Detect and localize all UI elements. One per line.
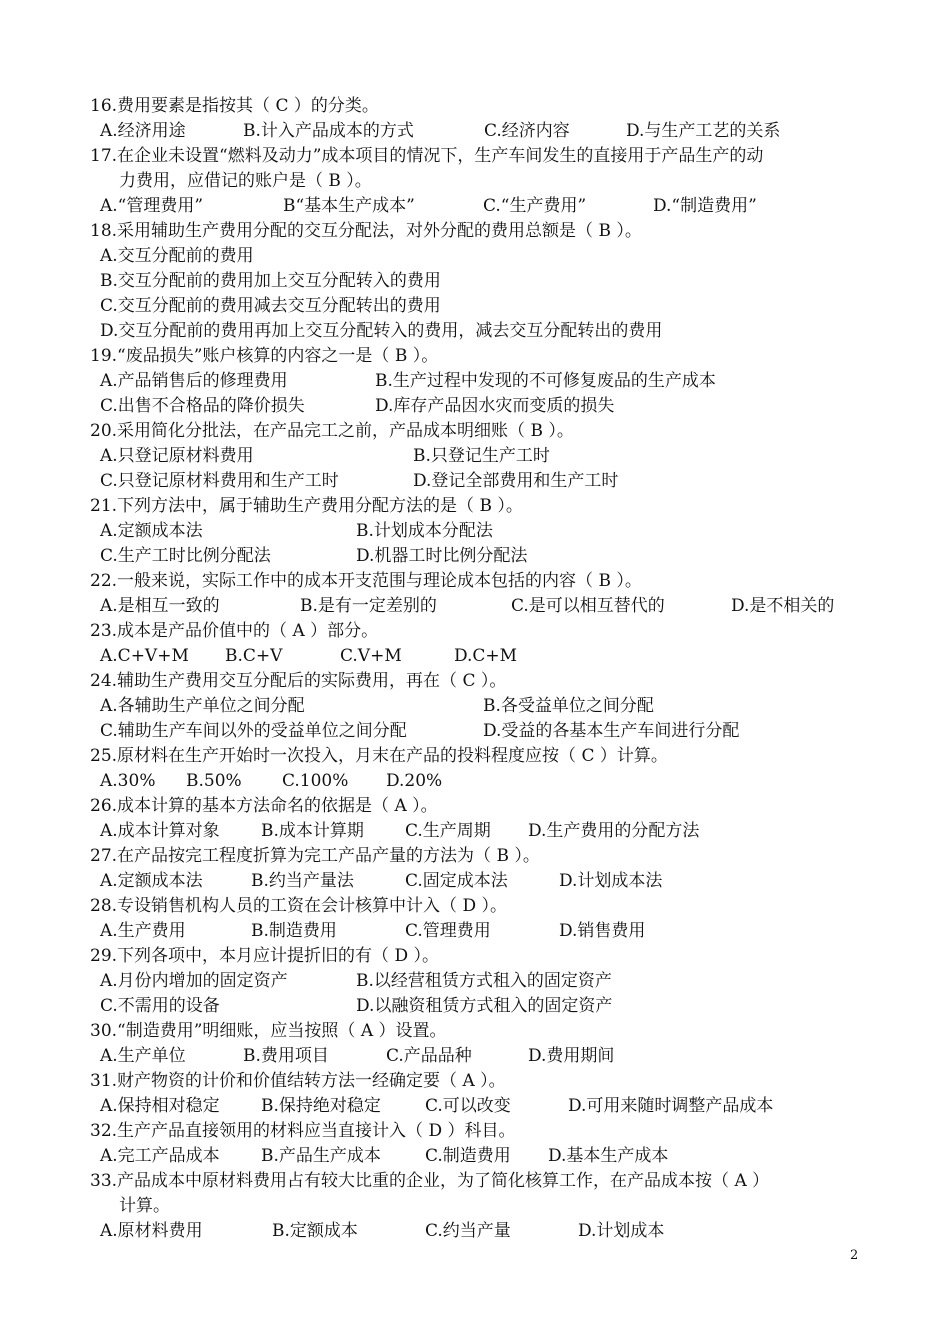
option-a: A.原材料费用 <box>100 1221 203 1241</box>
stem-line: 计算。 <box>119 1196 170 1216</box>
option-d: D.与生产工艺的关系 <box>626 121 781 141</box>
option-c: C.生产工时比例分配法 <box>100 546 271 566</box>
stem-line: 18.采用辅助生产费用分配的交互分配法，对外分配的费用总额是（ B ）。 <box>90 221 642 241</box>
option-d: D.生产费用的分配方法 <box>528 821 700 841</box>
option-c: C.是可以相互替代的 <box>511 596 665 616</box>
stem-line: 30.“制造费用”明细账，应当按照（ A ）设置。 <box>90 1021 447 1041</box>
option-d: D.计划成本 <box>578 1221 665 1241</box>
option-a: A.各辅助生产单位之间分配 <box>100 696 305 716</box>
option-c: C.经济内容 <box>484 121 570 141</box>
stem-line: 16.费用要素是指按其（ C ）的分类。 <box>90 96 379 116</box>
option-a: A.“管理费用” <box>100 196 204 216</box>
option-c: C.制造费用 <box>425 1146 511 1166</box>
option-b: B.制造费用 <box>251 921 337 941</box>
option-c: C.生产周期 <box>405 821 491 841</box>
option-d: D.交互分配前的费用再加上交互分配转入的费用，减去交互分配转出的费用 <box>100 321 663 341</box>
stem-line: 29.下列各项中，本月应计提折旧的有（ D ）。 <box>90 946 439 966</box>
option-c: C.“生产费用” <box>483 196 587 216</box>
option-a: A.月份内增加的固定资产 <box>100 971 288 991</box>
option-a: A.定额成本法 <box>100 521 203 541</box>
option-a: A.定额成本法 <box>100 871 203 891</box>
option-a: A.产品销售后的修理费用 <box>100 371 288 391</box>
option-b: B.以经营租赁方式租入的固定资产 <box>356 971 612 991</box>
option-b: B.计划成本分配法 <box>356 521 493 541</box>
stem-line: 25.原材料在生产开始时一次投入，月末在产品的投料程度应按（ C ）计算。 <box>90 746 668 766</box>
option-a: A.只登记原材料费用 <box>100 446 254 466</box>
option-c: C.V+M <box>340 646 402 666</box>
stem-line: 24.辅助生产费用交互分配后的实际费用，再在（ C ）。 <box>90 671 507 691</box>
option-d: D.可用来随时调整产品成本 <box>568 1096 774 1116</box>
option-d: D.库存产品因水灾而变质的损失 <box>375 396 615 416</box>
option-b: B.只登记生产工时 <box>413 446 550 466</box>
option-d: D.基本生产成本 <box>548 1146 669 1166</box>
stem-line: 28.专设销售机构人员的工资在会计核算中计入（ D ）。 <box>90 896 507 916</box>
option-d: D.受益的各基本生产车间进行分配 <box>483 721 740 741</box>
option-d: D.机器工时比例分配法 <box>356 546 528 566</box>
option-c: C.可以改变 <box>425 1096 511 1116</box>
stem-line: 17.在企业未设置“燃料及动力”成本项目的情况下，生产车间发生的直接用于产品生产的动 <box>90 146 764 166</box>
option-c: C.辅助生产车间以外的受益单位之间分配 <box>100 721 407 741</box>
option-a: A.生产单位 <box>100 1046 186 1066</box>
option-a: A.C+V+M <box>100 646 189 666</box>
option-a: A.交互分配前的费用 <box>100 246 254 266</box>
stem-line: 20.采用简化分批法，在产品完工之前，产品成本明细账（ B ）。 <box>90 421 574 441</box>
option-c: C.只登记原材料费用和生产工时 <box>100 471 339 491</box>
option-b: B.费用项目 <box>243 1046 329 1066</box>
option-b: B“基本生产成本” <box>283 196 415 216</box>
option-d: D.“制造费用” <box>653 196 757 216</box>
option-c: C.管理费用 <box>405 921 491 941</box>
option-b: B.50% <box>186 771 242 791</box>
stem-line: 32.生产产品直接领用的材料应当直接计入（ D ）科目。 <box>90 1121 516 1141</box>
stem-line: 力费用，应借记的账户是（ B ）。 <box>119 171 372 191</box>
option-d: D.C+M <box>454 646 518 666</box>
stem-line: 31.财产物资的计价和价值结转方法一经确定要（ A ）。 <box>90 1071 506 1091</box>
option-a: A.生产费用 <box>100 921 186 941</box>
option-c: C.不需用的设备 <box>100 996 220 1016</box>
option-c: C.交互分配前的费用减去交互分配转出的费用 <box>100 296 441 316</box>
page-number: 2 <box>850 1248 859 1263</box>
option-a: A.成本计算对象 <box>100 821 220 841</box>
option-d: D.计划成本法 <box>559 871 663 891</box>
option-c: C.产品品种 <box>386 1046 472 1066</box>
option-d: D.销售费用 <box>559 921 646 941</box>
option-b: B.C+V <box>225 646 283 666</box>
stem-line: 19.“废品损失”账户核算的内容之一是（ B ）。 <box>90 346 439 366</box>
option-a: A.保持相对稳定 <box>100 1096 220 1116</box>
stem-line: 22.一般来说，实际工作中的成本开支范围与理论成本包括的内容（ B ）。 <box>90 571 642 591</box>
stem-line: 26.成本计算的基本方法命名的依据是（ A ）。 <box>90 796 438 816</box>
option-b: B.生产过程中发现的不可修复废品的生产成本 <box>375 371 716 391</box>
option-b: B.产品生产成本 <box>261 1146 381 1166</box>
option-c: C.约当产量 <box>425 1221 511 1241</box>
stem-line: 33.产品成本中原材料费用占有较大比重的企业，为了简化核算工作，在产品成本按（ A ） <box>90 1171 770 1191</box>
option-b: B.各受益单位之间分配 <box>483 696 654 716</box>
option-d: D.20% <box>386 771 443 791</box>
option-a: A.完工产品成本 <box>100 1146 220 1166</box>
option-b: B.定额成本 <box>272 1221 358 1241</box>
option-c: C.100% <box>282 771 349 791</box>
option-c: C.固定成本法 <box>405 871 508 891</box>
option-b: B.是有一定差别的 <box>300 596 437 616</box>
stem-line: 27.在产品按完工程度折算为完工产品产量的方法为（ B ）。 <box>90 846 540 866</box>
option-a: A.经济用途 <box>100 121 186 141</box>
option-a: A.是相互一致的 <box>100 596 220 616</box>
option-b: B.保持绝对稳定 <box>261 1096 381 1116</box>
option-a: A.30% <box>100 771 156 791</box>
option-c: C.出售不合格品的降价损失 <box>100 396 305 416</box>
stem-line: 23.成本是产品价值中的（ A ）部分。 <box>90 621 379 641</box>
option-b: B.交互分配前的费用加上交互分配转入的费用 <box>100 271 441 291</box>
option-b: B.约当产量法 <box>251 871 354 891</box>
option-b: B.成本计算期 <box>261 821 364 841</box>
option-d: D.登记全部费用和生产工时 <box>413 471 619 491</box>
option-d: D.是不相关的 <box>731 596 835 616</box>
option-b: B.计入产品成本的方式 <box>243 121 414 141</box>
option-d: D.以融资租赁方式租入的固定资产 <box>356 996 613 1016</box>
option-d: D.费用期间 <box>528 1046 615 1066</box>
stem-line: 21.下列方法中，属于辅助生产费用分配方法的是（ B ）。 <box>90 496 523 516</box>
